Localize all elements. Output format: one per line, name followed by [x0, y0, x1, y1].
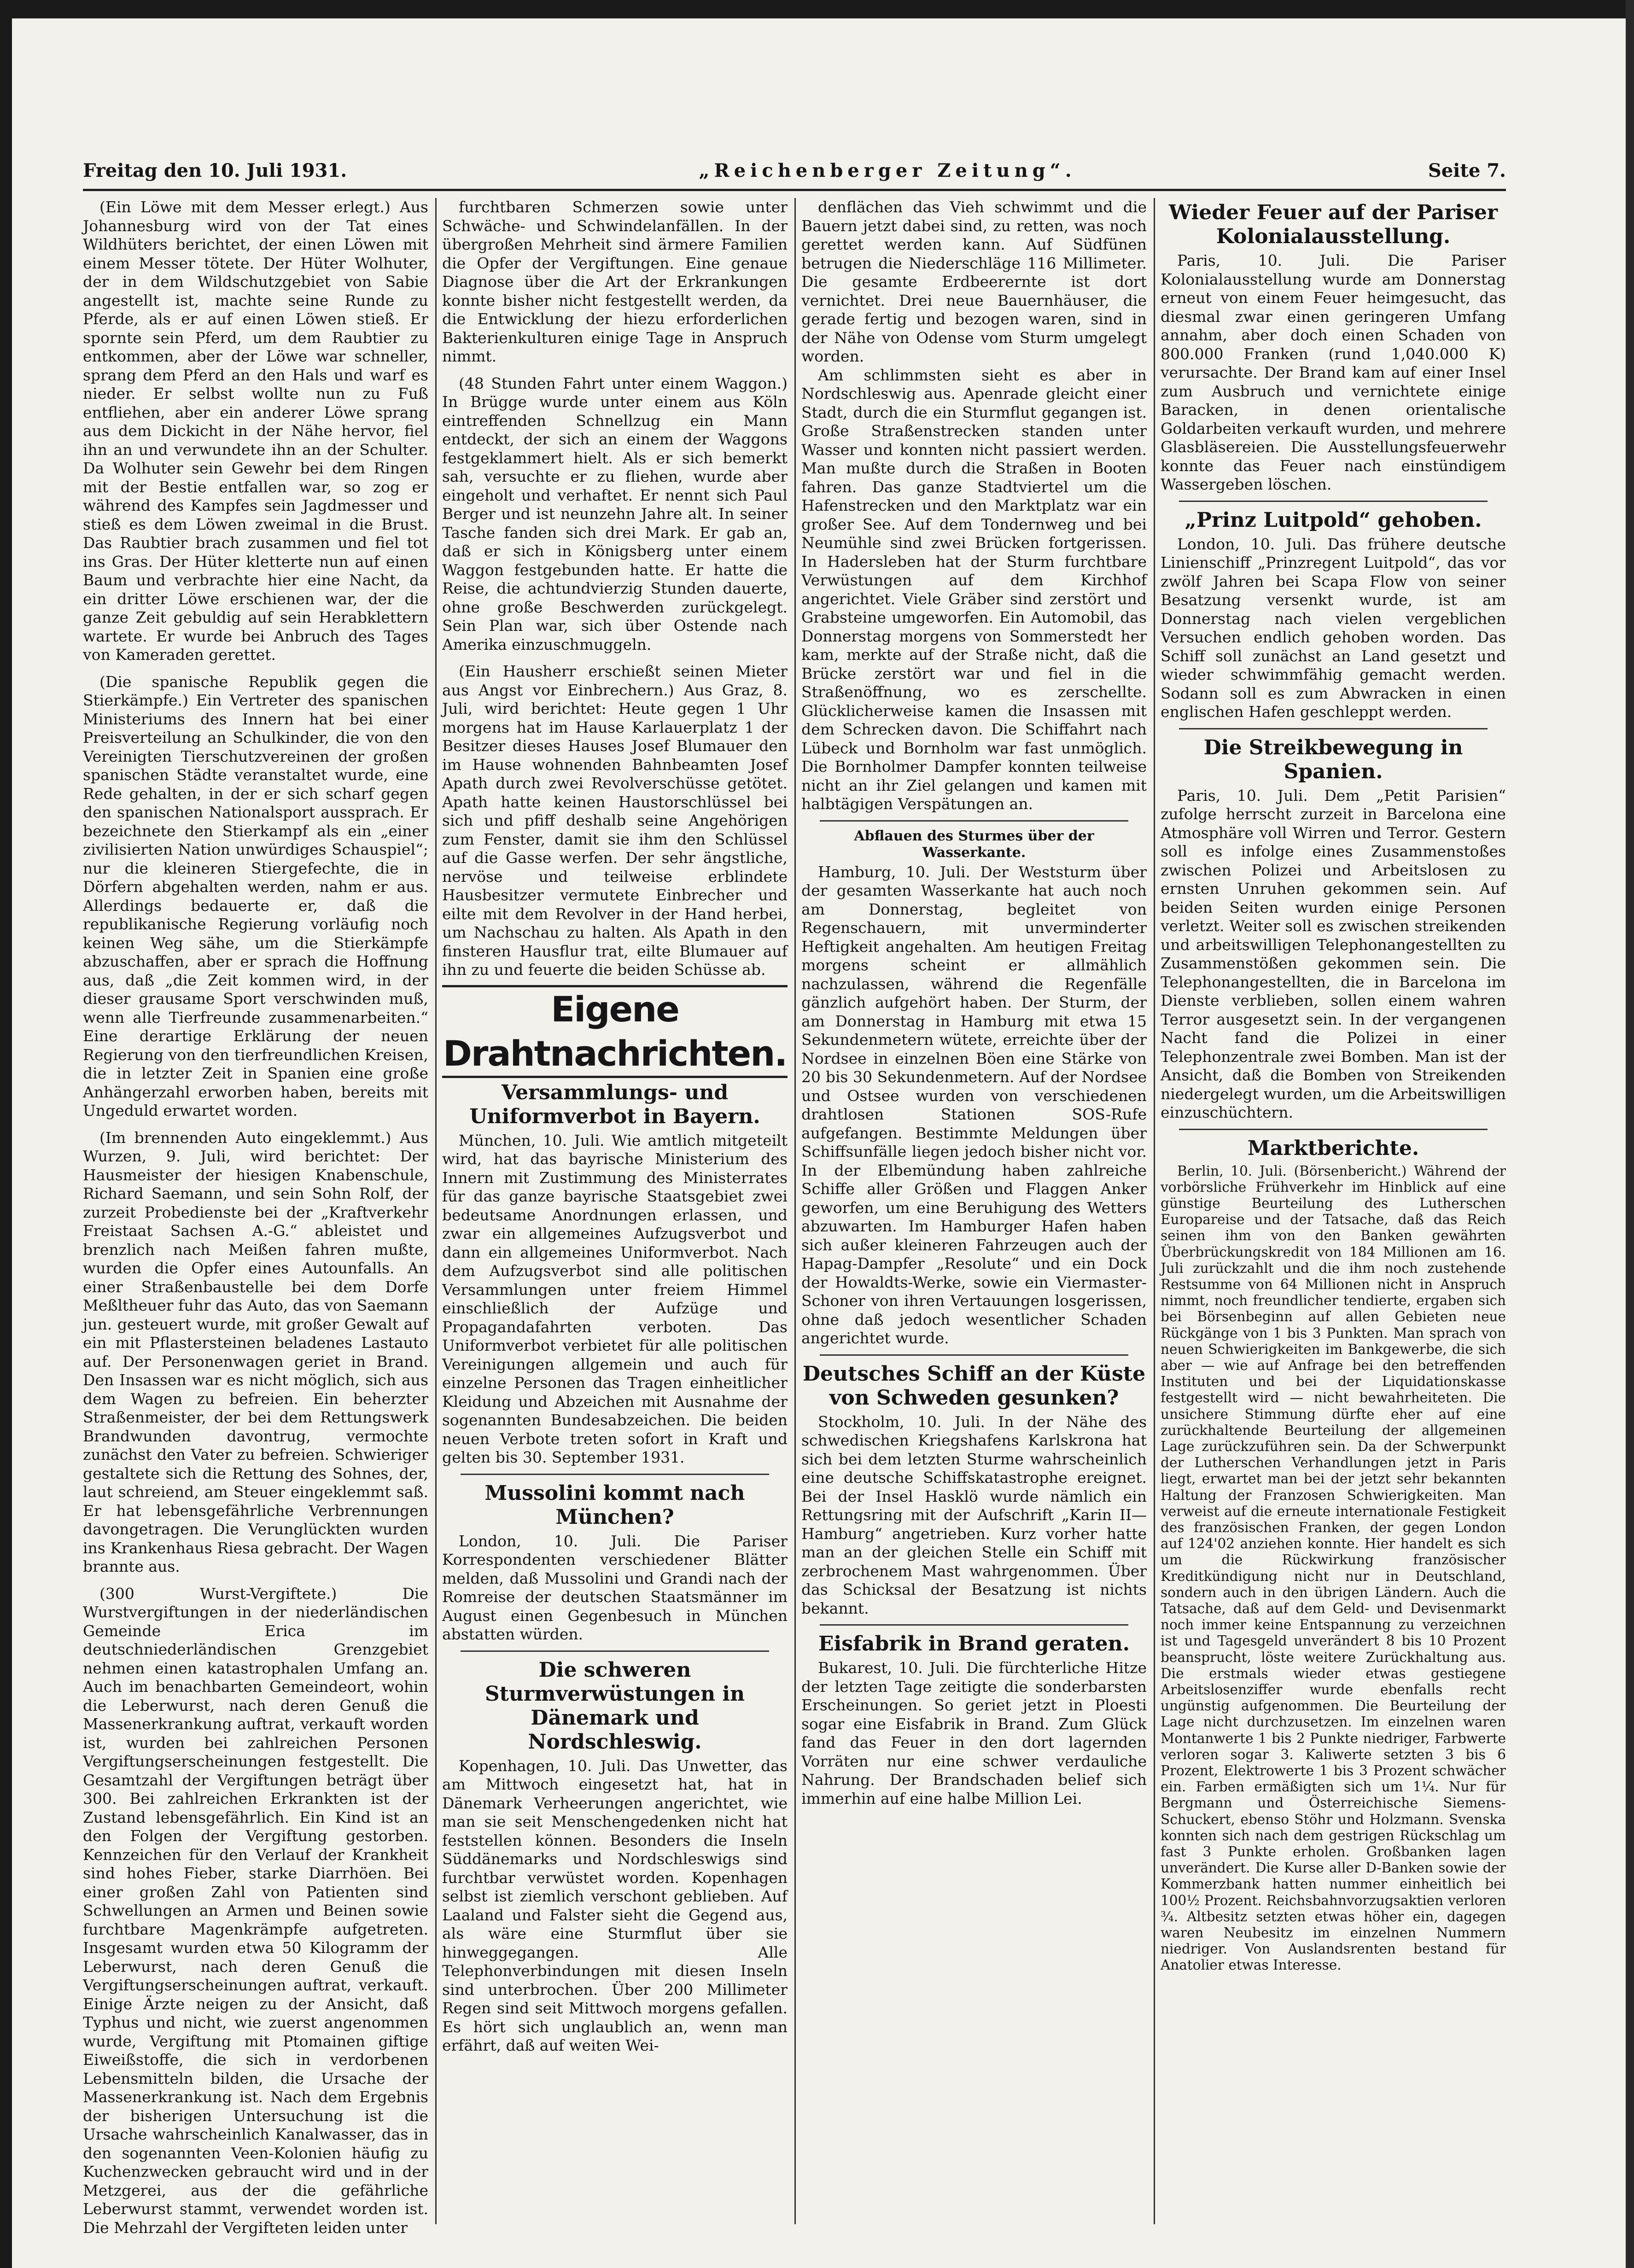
header-masthead: „Reichenberger Zeitung“.: [699, 159, 1076, 181]
article-paris: Paris, 10. Juli. Die Pariser Kolonialausstellung wurde am Donnerstag erneut von einem Feuer heimgesucht, das diesmal zwar einen geringeren Umfang annahm, aber doch einen Schaden von 800.000 Franken (rund 1,040.000 K) verursachte. Der Brand kam auf einer Insel zum Ausbruch und vernichtete einige Baracken, in denen orientalische Goldarbeiten verkauft wurden, und mehrere Glasbläsereien. Die Ausstellungsfeuerwehr konnte das Feuer nach einstündigem Wassergeben löschen.: [1161, 251, 1506, 493]
separator: [461, 1650, 769, 1652]
article-eisfabrik: Bukarest, 10. Juli. Die fürchterliche Hitze der letzten Tage zeitigte die sonderbarsten Erscheinungen. So geriet jetzt in Ploesti sogar eine Eisfabrik in Brand. Zum Glück fand das Feuer in den dort lagernden Vorräten nur eine schwer verdauliche Nahrung. Der Brandschaden belief sich immerhin auf eine halbe Million Lei.: [801, 1659, 1147, 1807]
article-wurstvergiftung-cont: furchtbaren Schmerzen sowie unter Schwäche- und Schwindelanfällen. In der übergroßen Mehrheit sind ärmere Familien die Opfer der Vergiftungen. Eine genaue Diagnose über die Art der Erkrankungen konnte bisher nicht festgestellt werden, da die Entwicklung der hiezu erforderlichen Bakterienkulturen einige Tage in Anspruch nimmt.: [442, 198, 788, 365]
headline-luitpold: „Prinz Luitpold“ gehoben.: [1185, 508, 1482, 532]
page-header: [83, 152, 1506, 191]
article-daenemark-cont: denflächen das Vieh schwimmt und die Bauern jetzt dabei sind, zu retten, was noch gerettet werden kann. Auf Südfünen betrugen die Niederschläge 116 Millimeter. Die gesamte Erdbeerernte ist dort vernichtet. Drei neue Bauernhäuser, die gerade fertig und bezogen waren, sind in der Nähe von Odense vom Sturm umgelegt worden.: [801, 198, 1147, 365]
column-rule: [794, 198, 796, 2224]
article-bayern: München, 10. Juli. Wie amtlich mitgeteilt wird, hat das bayrische Ministerium des Innern mit Zustimmung des Ministerrates für das ganze bayrische Staatsgebiet zwei bedeutsame Anordnungen erlassen, und zwar ein allgemeines Aufzugsverbot und dann ein allgemeines Uniformverbot. Nach dem Aufzugsverbot sind alle politischen Versammlungen unter freiem Himmel einschließlich der Aufzüge und Propagandafahrten verboten. Das Uniformverbot verbietet für alle politischen Vereinigungen allgemein und auch für einzelne Personen das Tragen einheitlicher Kleidung und Abzeichen mit Ausnahme der sogenannten Bundesabzeichen. Die beiden neuen Verbote treten sofort in Kraft und gelten bis 30. September 1931.: [442, 1131, 788, 1466]
section-banner: Eigene Drahtnachrichten.: [442, 985, 788, 1078]
scan-border-top: [0, 0, 1634, 18]
article-wurstvergiftung: (300 Wurst-Vergiftete.) Die Wurstvergiftungen in der niederländischen Gemeinde Erica im deutschniederländischen Grenzgebiet nehmen einen katastrophalen Umfang an. Auch im benachbarten Gemeindeort, wohin die Leberwurst, nach deren Genuß die Massenerkrankung auftrat, verkauft worden ist, wurden bei zahlreichen Personen Vergiftungserscheinungen festgestellt. Die Gesamtzahl der Vergiftungen beträgt über 300. Bei zahlreichen Erkrankten ist der Zustand lebensgefährlich. Ein Kind ist an den Folgen der Vergiftung gestorben. Kennzeichen für den Verlauf der Krankheit sind hohes Fieber, starke Diarrhöen. Bei einer großen Zahl von Patienten sind Schwellungen an Armen und Beinen sowie furchtbare Magenkrämpfe aufgetreten. Insgesamt wurden etwa 50 Kilogramm der Leberwurst, nach deren Genuß die Vergiftungserscheinungen auftrat, verkauft. Einige Ärzte neigen zu der Ansicht, daß Typhus und nicht, wie zuerst angenommen wurde, Vergiftung mit Ptomainen giftige Eiweißstoffe, die sich in verdorbenen Lebensmitteln bilden, die Ursache der Massenerkrankung ist. Nach dem Ergebnis der bisherigen Untersuchung ist die Ursache wahrscheinlich Kanalwasser, das in den sogenannten Veen-Kolonien häufig zu Kuchenzwecken gebraucht wird und in der Metzgerei, aus der die gefährliche Leberwurst stammt, verwendet worden ist. Die Mehrzahl der Vergifteten leiden unter: [83, 1584, 428, 2237]
header-page-number: Seite 7.: [1428, 159, 1506, 181]
article-mussolini: London, 10. Juli. Die Pariser Korrespondenten verschiedener Blätter melden, daß Mussolini und Grandi nach der Romreise der deutschen Staatsmänner im August einen Gegenbesuch in München abstatten würden.: [442, 1532, 788, 1643]
article-spanien: Paris, 10. Juli. Dem „Petit Parisien“ zufolge herrscht zurzeit in Barcelona eine Atmosphäre voll Wirren und Terror. Gestern soll es infolge eines Zusammenstoßes zwischen Polizei und Arbeitslosen zu ernsten Unruhen gekommen sein. Auf beiden Seiten wurden einige Personen verletzt. Weiter soll es zwischen streikenden und arbeitswilligen Telephonangestellten zu Zusammenstößen gekommen sein. Die Telephonangestellten, die in Barcelona im Dienste verblieben, sollen einem wahren Terror ausgesetzt sein. In der vergangenen Nacht fand die Polizei in einer Telephonzentrale zwei Bomben. Man ist der Ansicht, daß die Bomben von Streikenden niedergelegt wurden, um die Arbeitswilligen einzuschüchtern.: [1161, 786, 1506, 1121]
headline-paris: Wieder Feuer auf der Pariser Kolonialausstellung.: [1168, 201, 1498, 248]
article-nordschleswig: Am schlimmsten sieht es aber in Nordschleswig aus. Apenrade gleicht einer Stadt, durch die ein Sturmflut gegangen ist. Große Straßenstrecken standen unter Wasser und konnten nicht passiert werden. Man mußte durch die Straßen in Booten fahren. Das ganze Stadtviertel um die Hafenstrecken und den Marktplatz war ein großer See. Auf dem Tondernweg und bei Neumühle sind zwei Brücken fortgerissen. In Hadersleben hat der Sturm furchtbare Verwüstungen auf dem Kirchhof angerichtet. Viele Gräber sind zerstört und Grabsteine umgeworfen. Ein Automobil, das Donnerstag morgens von Sommerstedt her kam, merkte auf der Straße nicht, daß die Brücke zerstört war und fiel in die Straßenöffnung, wo es zerschellte. Glücklicherweise kamen die Insassen mit dem Schrecken davon. Die Schiffahrt nach Lübeck und Bornholm war fast unmöglich. Die Bornholmer Dampfer konnten teilweise nicht an ihr Ziel gelangen und kamen mit halbtägigen Verspätungen an.: [801, 366, 1147, 813]
article-luitpold: London, 10. Juli. Das frühere deutsche Linienschiff „Prinzregent Luitpold“, das vor zwölf Jahren bei Scapa Flow von seiner Besatzung versenkt wurde, ist am Donnerstag nach vielen vergeblichen Versuchen endlich gehoben worden. Das Schiff soll zunächst an Land gesetzt und wieder schwimmfähig gemacht werden. Sodann soll es zum Abwracken in einen englischen Hafen geschleppt werden.: [1161, 535, 1506, 721]
column-rule: [1154, 198, 1155, 2224]
separator: [820, 1624, 1128, 1626]
headline-daenemark: Die schweren Sturmverwüstungen in Dänemark und Nordschleswig.: [484, 1658, 745, 1754]
headline-mussolini: Mussolini kommt nach München?: [484, 1481, 745, 1529]
header-date: Freitag den 10. Juli 1931.: [83, 159, 347, 181]
column-rule: [435, 198, 437, 2224]
headline-eisfabrik: Eisfabrik in Brand geraten.: [818, 1632, 1130, 1656]
article-waggon: (48 Stunden Fahrt unter einem Waggon.) In Brügge wurde unter einem aus Köln eintreffenden Schnellzug ein Mann entdeckt, der sich an einem der Waggons festgeklammert hielt. Als er sich bemerkt sah, versuchte er zu fliehen, wurde aber eingeholt und verhaftet. Er nennt sich Paul Berger und ist neunzehn Jahre alt. In seiner Tasche fanden sich drei Mark. Er gab an, daß er sich in Königsberg unter einem Waggon festgebunden hatte. Er hatte die Reise, die achtundvierzig Stunden dauerte, ohne große Beschwerden zurückgelegt. Sein Plan war, sich über Ostende nach Amerika einzuschmuggeln.: [442, 374, 788, 653]
column-3: [801, 198, 1147, 2224]
headline-bayern: Versammlungs- und Uniformverbot in Bayern.: [469, 1080, 760, 1128]
article-loewe: (Ein Löwe mit dem Messer erlegt.) Aus Johannesburg wird von der Tat eines Wildhüters berichtet, der einen Löwen mit einem Messer tötete. Der Hüter Wolhuter, der in dem Wildschutzgebiet von Sabie angestellt ist, machte seine Runde zu Pferde, als er auf einen Löwen stieß. Er spornte sein Pferd, um dem Raubtier zu entkommen, aber der Löwe war schneller, sprang dem Pferd an den Hals und warf es nieder. Er selbst wollte nun zu Fuß entfliehen, aber ein anderer Löwe sprang aus dem Dickicht in der Nähe hervor, fiel ihn an und verwundete ihn an der Schulter. Da Wolhuter sein Gewehr bei dem Ringen mit der Bestie entfallen war, so zog er während des Kampfes sein Jagdmesser und stieß es dem Löwen zweimal in die Brust. Das Raubtier brach zusammen und fiel tot ins Gras. Der Hüter kletterte nun auf einen Baum und verbrachte hier eine Nacht, da ein dritter Löwe erschienen war, der die ganze Zeit gebuldig auf sein Herabklettern wartete. Er wurde bei Anbruch des Tages von Kameraden gerettet.: [83, 198, 428, 664]
separator: [1179, 501, 1488, 502]
separator: [1179, 728, 1488, 729]
headline-spanien: Die Streikbewegung in Spanien.: [1203, 735, 1463, 783]
headline-schiff: Deutsches Schiff an der Küste von Schweden gesunken?: [802, 1362, 1146, 1410]
columns: [83, 198, 1506, 2237]
newspaper-page: [83, 152, 1506, 2237]
separator: [820, 1354, 1128, 1356]
column-4: [1161, 198, 1506, 2224]
separator: [1179, 1129, 1488, 1130]
article-markt: Berlin, 10. Juli. (Börsenbericht.) Während der vorbörsliche Frühverkehr im Hinblick auf eine günstige Beurteilung des Lutherschen Europareise und der Tatsache, daß das Reich seinen ihm von den Banken gewährten Überbrückungskredit von 184 Millionen am 16. Juli zurückzahlt und die ihm noch zustehende Restsumme von 64 Millionen nicht in Anspruch nimmt, noch freundlicher tendierte, ergaben sich bei Börsenbeginn auf allen Gebieten neue Rückgänge von 1 bis 3 Punkten. Man sprach von neuen Schwierigkeiten im Bankgewerbe, die sich aber — wie auf Anfrage bei den betreffenden Instituten und bei der Liquidationskasse festgestellt wird — nicht bewahrheiteten. Die unsichere Stimmung dürfte eher auf eine zurückhaltende Beurteilung der allgemeinen Lage zurückzuführen sein. Da der Schwerpunkt der Lutherschen Verhandlungen jetzt in Paris liegt, erwartet man bei der jetzt sehr bekannten Haltung der Franzosen Schwierigkeiten. Man verweist auf die erneute internationale Festigkeit des französischen Franken, der gegen London auf 124'02 anziehen konnte. Hier handelt es sich um die Rückwirkung französischer Kreditkündigung nicht nur in Deutschland, sondern auch in den übrigen Ländern. Auch die Tatsache, daß auf dem Geld- und Devisenmarkt noch immer keine Entspannung zu verzeichnen ist und Tagesgeld unverändert 8 bis 10 Prozent beansprucht, löste weitere Zurückhaltung aus. Die erstmals wieder etwas gestiegene Arbeitslosenziffer wurde ebenfalls recht ungünstig aufgenommen. Die Beurteilung der Lage nicht durchzusetzen. Im einzelnen waren Montanwerte 1 bis 2 Punkte niedriger, Farbwerte verloren sogar 3. Kaliwerte setzten 3 bis 6 Prozent, Elektrowerte 1 bis 3 Prozent schwächer ein. Farben ermäßigten sich um 1¼. Nur für Bergmann und Österreichische Siemens-Schuckert, ebenso Stöhr und Holzmann. Svenska konnten sich nach dem gestrigen Rückschlag um fast 3 Punkte erholen. Großbanken lagen unverändert. Die Kurse aller D-Banken sowie der Kommerzbank hatten nummer einheitlich bei 100½ Prozent. Reichsbahnvorzugsaktien verloren ¾. Altbesitz setzten etwas höher ein, dagegen waren Neubesitz im einzelnen Nummern niedriger. Von Auslandsrenten bestand für Anatolier etwas Interesse.: [1161, 1163, 1506, 1973]
scan-border-left: [0, 0, 12, 2268]
article-hausherr: (Ein Hausherr erschießt seinen Mieter aus Angst vor Einbrechern.) Aus Graz, 8. Juli, wird berichtet: Heute gegen 1 Uhr morgens hat im Hause Karlauerplatz 1 der Besitzer dieses Hauses Josef Blumauer den im Hause wohnenden Bahnbeamten Josef Apath durch zwei Revolverschüsse getötet. Apath hatte keinen Haustorschlüssel bei sich und pfiff deshalb seine Angehörigen zum Fenster, damit sie ihm den Schlüssel auf die Gasse werfen. Der sehr ängstliche, nervöse und teilweise erblindete Hausbesitzer vermutete Einbrecher und eilte mit dem Revolver in der Hand herbei, um Nachschau zu halten. Als Apath in den finsteren Hausflur trat, eilte Blumauer auf ihn zu und feuerte die beiden Schüsse ab.: [442, 662, 788, 979]
headline-markt: Marktberichte.: [1247, 1136, 1419, 1160]
column-2: [442, 198, 788, 2224]
article-schiff: Stockholm, 10. Juli. In der Nähe des schwedischen Kriegshafens Karlskrona hat sich bei dem letzten Sturme wahrscheinlich eine deutsche Schiffskatastrophe ereignet. Bei der Insel Hasklö wurde nämlich ein Rettungsring mit der Aufschrift „Karin II—Hamburg“ angetrieben. Kurz vorher hatte man an der gleichen Stelle ein Schiff mit zerbrochenem Mast wahrgenommen. Über das Schicksal der Besatzung ist nichts bekannt.: [801, 1412, 1147, 1617]
article-daenemark: Kopenhagen, 10. Juli. Das Unwetter, das am Mittwoch eingesetzt hat, hat in Dänemark Verheerungen angerichtet, wie man sie seit Menschengedenken nicht hat feststellen können. Besonders die Inseln Süddänemarks und Nordschleswigs sind furchtbar verwüstet worden. Kopenhagen selbst ist ziemlich verschont geblieben. Auf Laaland und Falster sieht die Gegend aus, als wäre eine Sturmflut über sie hinweggegangen. Alle Telephonverbindungen mit diesen Inseln sind unterbrochen. Über 200 Millimeter Regen sind seit Mittwoch morgens gefallen. Es hört sich unglaublich an, wenn man erfährt, daß auf weiten Wei-: [442, 1756, 788, 2054]
article-wasserkante: Hamburg, 10. Juli. Der Weststurm über der gesamten Wasserkante hat auch noch am Donnerstag, begleitet von Regenschauern, mit unverminderter Heftigkeit angehalten. Am heutigen Freitag morgens scheint er allmählich nachzulassen, während die Regenfälle gänzlich aufgehört haben. Der Sturm, der am Donnerstag in Hamburg mit etwa 15 Sekundenmetern wütete, erreichte über der Nordsee in einzelnen Böen eine Stärke von 20 bis 30 Sekundenmetern. Auf der Nordsee und Ostsee wurden von verschiedenen drahtlosen Stationen SOS-Rufe aufgefangen. Bestimmte Meldungen über Schiffsunfälle liegen jedoch bisher nicht vor. In der Elbemündung haben zahlreiche Schiffe aller Größen und Flaggen Anker geworfen, um eine Beruhigung des Wetters abzuwarten. Im Hamburger Hafen haben sich außer kleineren Fahrzeugen auch der Hapag-Dampfer „Resolute“ und ein Dock der Howaldts-Werke, sowie ein Viermaster-Schoner von ihren Vertauungen losgerissen, ohne daß jedoch wesentlicher Schaden angerichtet wurde.: [801, 863, 1147, 1347]
separator: [461, 1474, 769, 1475]
column-1: [83, 198, 428, 2237]
separator: [820, 820, 1128, 822]
headline-wasserkante: Abflauen des Sturmes über der Wasserkante.: [854, 828, 1094, 861]
article-auto: (Im brennenden Auto eingeklemmt.) Aus Wurzen, 9. Juli, wird berichtet: Der Hausmeister der hiesigen Knabenschule, Richard Saemann, und sein Sohn Rolf, der zurzeit Probedienste bei der „Kraftverkehr Freistaat Sachsen A.-G.“ ableistet und brenzlich nach Meißen fahren mußte, wurden die Opfer eines Autounfalls. An einer Straßenbaustelle bei dem Dorfe Meßltheuer fuhr das Auto, das von Saemann jun. gesteuert wurde, mit großer Gewalt auf ein mit Pflastersteinen beladenes Lastauto auf. Der Personenwagen geriet in Brand. Den Insassen war es nicht möglich, sich aus dem Wagen zu befreien. Ein beherzter Straßenmeister, der bei dem Rettungswerk Brandwunden davontrug, vermochte zunächst den Vater zu befreien. Schwieriger gestaltete sich die Rettung des Sohnes, der, laut schreiend, am Steuer eingeklemmt saß. Er hat lebensgefährliche Verbrennungen davongetragen. Die Verunglückten wurden ins Krankenhaus Riesa gebracht. Der Wagen brannte aus.: [83, 1128, 428, 1575]
article-stierkaempfe: (Die spanische Republik gegen die Stierkämpfe.) Ein Vertreter des spanischen Ministeriums des Innern hat bei einer Preisverteilung an Schulkinder, die von den Vereinigten Tierschutzvereinen der großen spanischen Städte veranstaltet wurde, eine Rede gehalten, in der er sich scharf gegen den spanischen Nationalsport aussprach. Er bezeichnete den Stierkampf als ein „einer zivilisierten Nation unwürdiges Schauspiel“; nur die kleineren Stiergefechte, die in Dörfern abgehalten werden, nahm er aus. Allerdings bedauerte er, daß die republikanische Regierung vorläufig noch keinen Weg sähe, um die Stierkämpfe abzuschaffen, aber er sprach die Hoffnung aus, daß „die Zeit kommen wird, in der dieser grausame Sport verschwinden muß, wenn alle Tierfreunde zusammenarbeiten.“ Eine derartige Erklärung der neuen Regierung von den tierfreundlichen Kreisen, die in letzter Zeit in Spanien eine große Anhängerzahl erworben haben, bereits mit Ungeduld erwartet worden.: [83, 672, 428, 1119]
scan-border-right: [1626, 0, 1634, 2268]
